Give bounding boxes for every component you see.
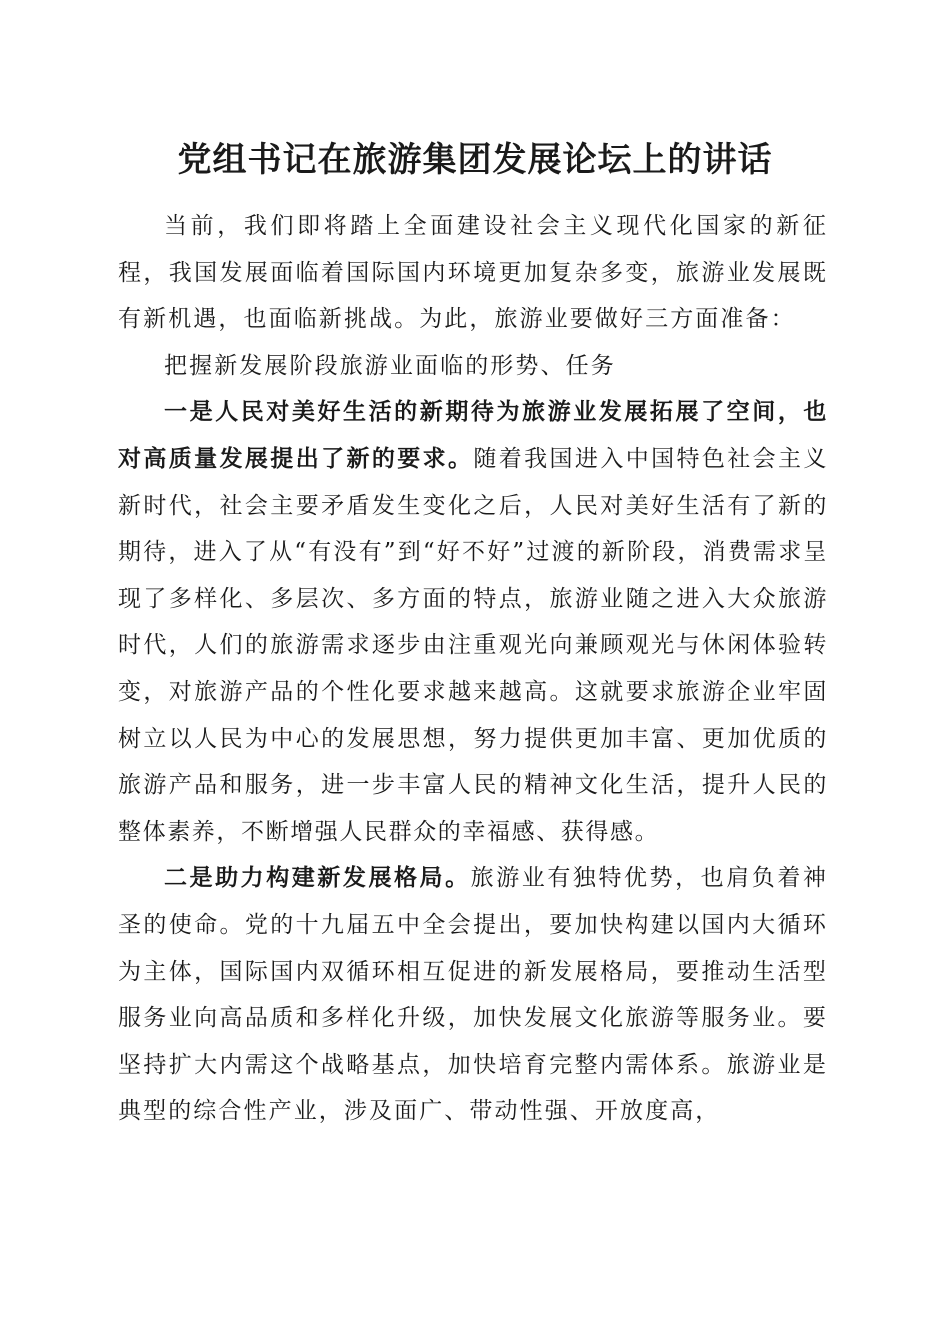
document-body <box>118 203 828 1135</box>
point-two-lead: 二是助力构建新发展格局。 <box>164 864 471 892</box>
intro-paragraph: 当前，我们即将踏上全面建设社会主义现代化国家的新征程，我国发展面临着国际国内环境更加复杂多变，旅游业发展既有新机遇，也面临新挑战。为此，旅游业要做好三方面准备： <box>118 213 828 333</box>
section-heading: 把握新发展阶段旅游业面临的形势、任务 <box>164 352 616 379</box>
point-one-body: 随着我国进入中国特色社会主义新时代，社会主要矛盾发生变化之后，人民对美好生活有了新的期待，进入了从“有没有”到“好不好”过渡的新阶段，消费需求呈现了多样化、多层次、多方面的特点，旅游业随之进入大众旅游时代，人们的旅游需求逐步由注重观光向兼顾观光与休闲体验转变，对旅游产品的个性化要求越来越高。这就要求旅游企业牢固树立以人民为中心的发展思想，努力提供更加丰富、更加优质的旅游产品和服务，进一步丰富人民的精神文化生活，提升人民的整体素养，不断增强人民群众的幸福感、获得感。 <box>118 445 828 845</box>
point-two-paragraph <box>118 855 828 1135</box>
point-one-lead: 一是人民对美好生活的新期待为旅游业发展拓展了空间，也对高质量发展提出了新的要求。 <box>118 398 828 472</box>
document-title: 党组书记在旅游集团发展论坛上的讲话 <box>177 140 773 180</box>
point-two-body: 旅游业有独特优势，也肩负着神圣的使命。党的十九届五中全会提出，要加快构建以国内大循环为主体，国际国内双循环相互促进的新发展格局，要推动生活型服务业向高品质和多样化升级，加快发展文化旅游等服务业。要坚持扩大内需这个战略基点，加快培育完整内需体系。旅游业是典型的综合性产业，涉及面广、带动性强、开放度高， <box>118 865 828 1125</box>
point-one-paragraph <box>118 389 828 855</box>
